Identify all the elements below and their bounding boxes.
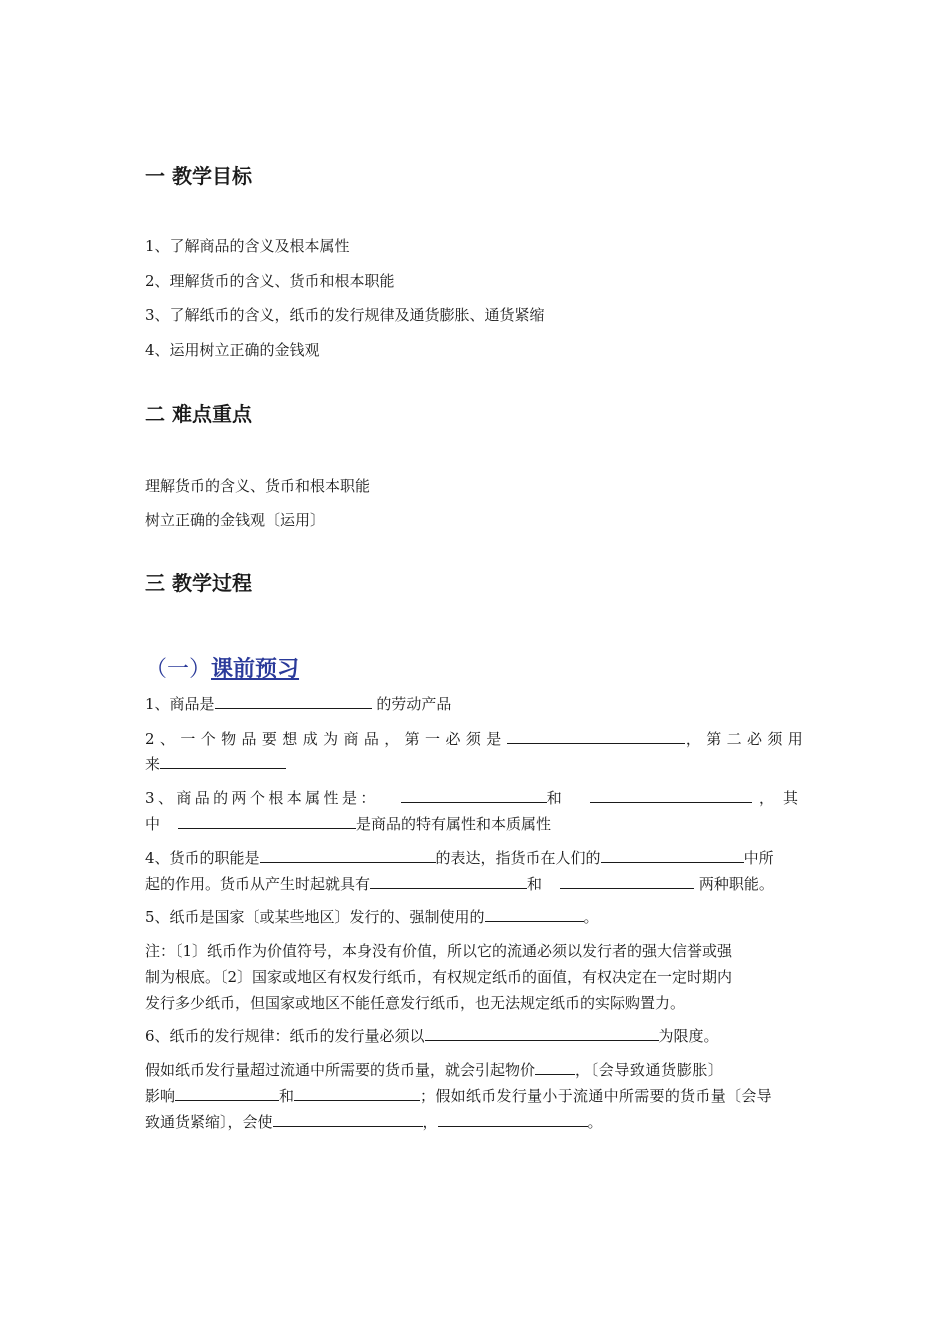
paragraph-text: 。 — [587, 1113, 603, 1131]
section-title-teaching-process: 三 教学过程 — [145, 571, 252, 595]
note-line: 发行多少纸币，但国家或地区不能任意发行纸币，也无法规定纸币的实际购置力。 — [145, 994, 686, 1012]
question-3-line-2 — [145, 811, 807, 837]
fill-blank[interactable] — [178, 812, 356, 829]
question-text: 和 — [546, 789, 562, 807]
question-text: 是商品的特有属性和本质属性 — [356, 815, 552, 833]
fill-blank[interactable] — [590, 786, 752, 803]
fill-blank[interactable] — [485, 905, 584, 922]
section-title-key-points: 二 难点重点 — [145, 402, 252, 426]
question-text: 。 — [583, 908, 599, 926]
paragraph-line-3 — [145, 1109, 807, 1135]
fill-blank[interactable] — [507, 727, 685, 744]
question-2-line-1 — [145, 726, 807, 752]
paragraph-text: 致通货紧缩〕，会使 — [145, 1113, 273, 1131]
list-item: 1、了解商品的含义及根本属性 — [145, 237, 350, 255]
list-item: 理解货币的含义、货币和根本职能 — [145, 477, 371, 495]
fill-blank[interactable] — [401, 786, 547, 803]
paragraph-text: ；假如纸币发行量小于流通中所需要的货币量〔会导 — [420, 1087, 772, 1105]
question-4-line-1 — [145, 845, 807, 871]
list-item: 3、了解纸币的含义，纸币的发行规律及通货膨胀、通货紧缩 — [145, 306, 545, 324]
note-line: 制为根底。〔2〕国家或地区有权发行纸币，有权规定纸币的面值，有权决定在一定时期内 — [145, 968, 733, 986]
question-5 — [145, 904, 807, 930]
fill-blank[interactable] — [438, 1110, 588, 1127]
question-text: ，其 — [758, 789, 807, 807]
question-text: ，第二必须用 — [684, 730, 807, 748]
fill-blank[interactable] — [215, 692, 372, 709]
question-text: 为限度。 — [658, 1027, 719, 1045]
paragraph-text: 影响 — [145, 1087, 176, 1105]
fill-blank[interactable] — [370, 872, 527, 889]
question-3-line-1 — [145, 785, 807, 811]
fill-blank[interactable] — [535, 1058, 575, 1075]
question-text: 中所 — [743, 849, 774, 867]
question-6 — [145, 1023, 807, 1049]
question-text: 来 — [145, 755, 161, 773]
question-text: 6、纸币的发行规律：纸币的发行量必须以 — [145, 1027, 425, 1045]
question-text: 中 — [145, 815, 161, 833]
fill-blank[interactable] — [560, 872, 694, 889]
question-2-line-2 — [145, 751, 807, 777]
subsection-title-link[interactable]: 课前预习 — [211, 656, 300, 682]
fill-blank[interactable] — [294, 1084, 420, 1101]
paragraph-text: ，〔会导致通货膨胀〕 — [575, 1061, 724, 1079]
fill-blank[interactable] — [273, 1110, 423, 1127]
question-text: 和 — [527, 875, 543, 893]
fill-blank[interactable] — [425, 1024, 659, 1041]
question-4-line-2 — [145, 871, 807, 897]
question-text: 起的作用。货币从产生时起就具有 — [145, 875, 371, 893]
question-text: 1、商品是 — [145, 695, 215, 713]
paragraph-text: 假如纸币发行量超过流通中所需要的货币量，就会引起物价 — [145, 1061, 536, 1079]
paragraph-text: ， — [422, 1113, 438, 1131]
question-text: 4、货币的职能是 — [145, 849, 260, 867]
question-text: 5、纸币是国家〔或某些地区〕发行的、强制使用的 — [145, 908, 485, 926]
note-line: 注：〔1〕纸币作为价值符号，本身没有价值，所以它的流通必须以发行者的强大信誉或强 — [145, 942, 733, 960]
question-text: 两种职能。 — [698, 875, 774, 893]
fill-blank[interactable] — [175, 1084, 279, 1101]
fill-blank[interactable] — [260, 846, 436, 863]
paragraph-line-2 — [145, 1083, 807, 1109]
section-title-teaching-goals: 一 教学目标 — [145, 164, 252, 188]
fill-blank[interactable] — [160, 752, 286, 769]
question-text: 2、一个物品要想成为商品，第一必须是 — [145, 730, 507, 748]
paragraph-text: 和 — [279, 1087, 295, 1105]
subsection-prefix: （一） — [145, 657, 212, 682]
question-text: 的劳动产品 — [376, 695, 452, 713]
fill-blank[interactable] — [601, 846, 744, 863]
paragraph-line-1 — [145, 1057, 807, 1083]
list-item: 2、理解货币的含义、货币和根本职能 — [145, 272, 395, 290]
list-item: 4、运用树立正确的金钱观 — [145, 341, 320, 359]
subsection-title — [145, 652, 299, 683]
list-item: 树立正确的金钱观〔运用〕 — [145, 511, 326, 529]
question-text: 的表达，指货币在人们的 — [435, 849, 601, 867]
question-text: 3、商品的两个根本属性是： — [145, 789, 379, 807]
question-1 — [145, 691, 807, 717]
